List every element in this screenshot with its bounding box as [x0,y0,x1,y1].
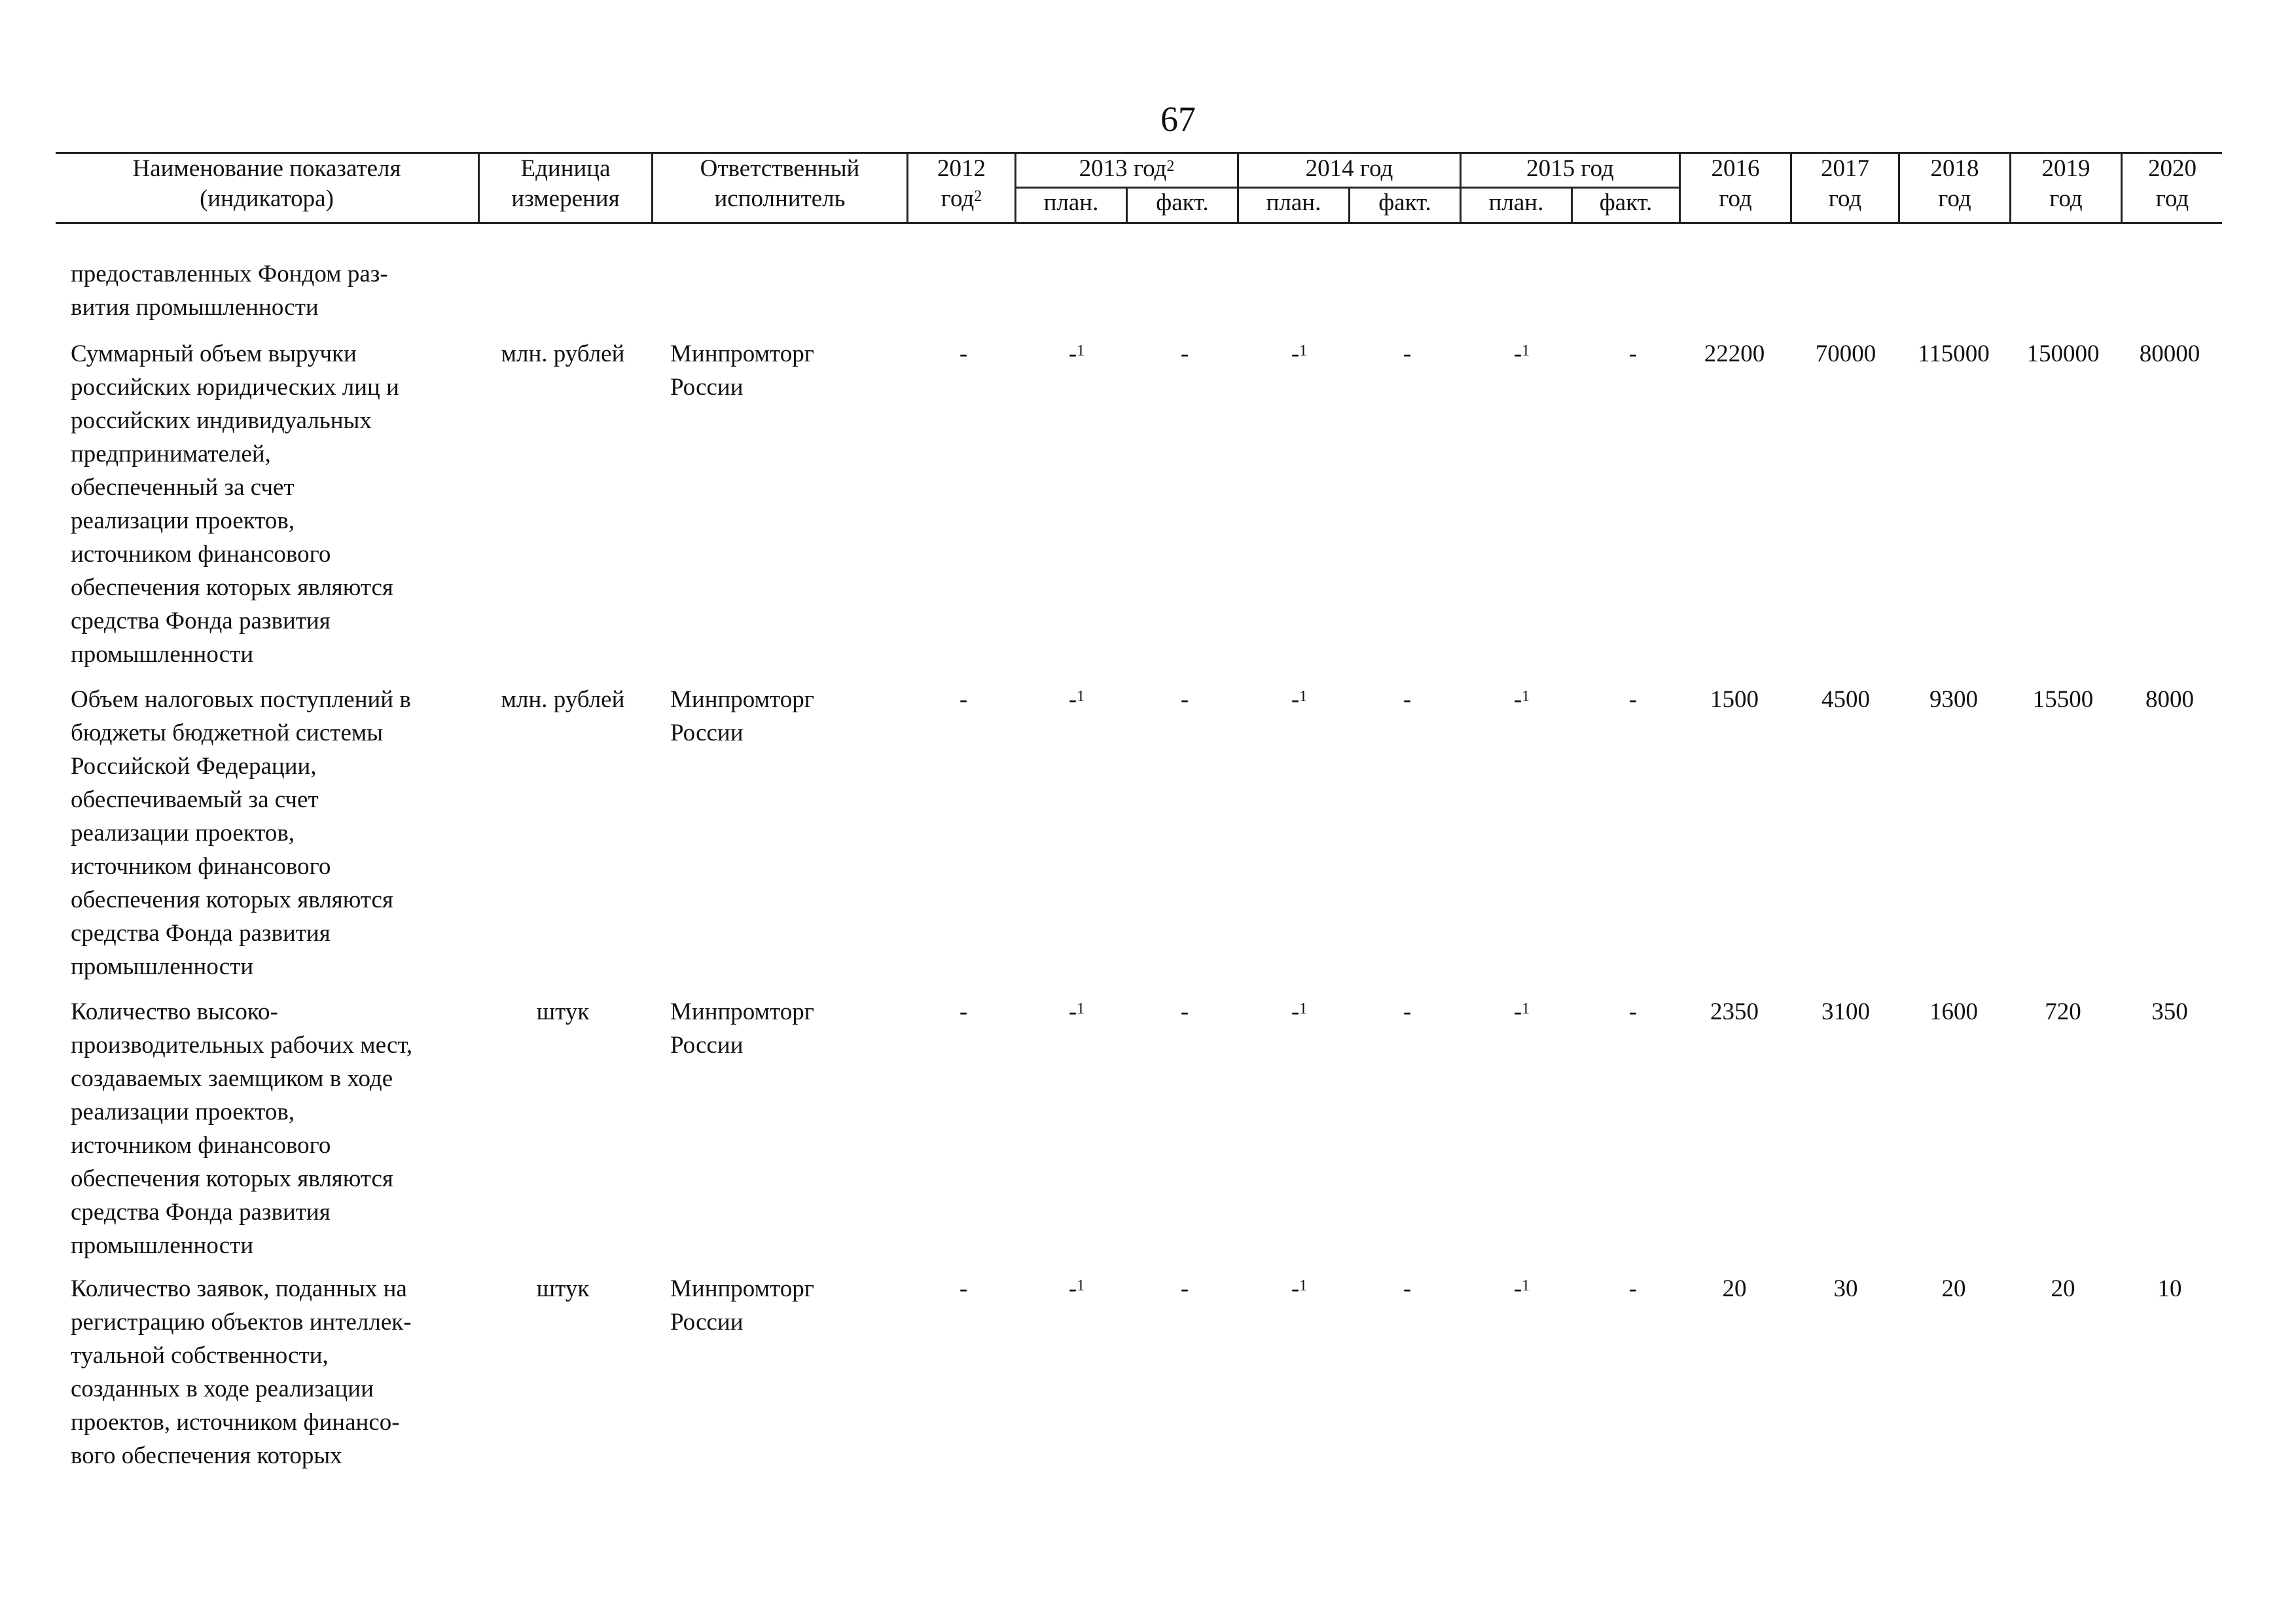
indicator-name: предоставленных Фондом раз- вития промышленности [71,261,388,321]
value-2016: 20 [1722,1275,1747,1302]
value-2020: 8000 [2145,686,2194,713]
value-2019: 20 [2051,1275,2075,1302]
value-2018: 9300 [1929,686,1978,713]
header-2014-plan: план. [1266,189,1321,216]
unit: млн. рублей [501,340,625,367]
value-2014-plan: -$^1$ [1291,998,1308,1025]
value-2015-plan: -$^1$ [1513,686,1530,713]
header-2019: 2019 год [2041,155,2090,212]
header-name: Наименование показателя (индикатора) [132,155,401,212]
value-2019: 15500 [2032,686,2094,713]
value-2015-fact: - [1628,340,1638,367]
value-2013-fact: - [1180,998,1189,1025]
header-2014-fact: факт. [1378,189,1431,216]
executor: Минпромторг России [670,1275,814,1336]
page-number: 67 [1160,100,1196,139]
value-2016: 1500 [1710,686,1759,713]
header-2018: 2018 год [1930,155,1979,212]
header-2015: 2015 год [1526,155,1614,182]
value-2019: 720 [2045,998,2081,1025]
table-header [56,152,2222,224]
executor: Минпромторг России [670,340,814,401]
value-2012: - [959,340,968,367]
value-2013-plan: -$^1$ [1068,686,1085,713]
header-2014: 2014 год [1305,155,1393,182]
header-2012: 2012 год$^2$ [937,155,986,212]
value-2018: 20 [1941,1275,1966,1302]
value-2018: 115000 [1918,340,1990,367]
indicator-name: Количество высоко- производительных рабочих мест, создаваемых заемщиком в ходе реализации проектов, источником финансового обеспечения которых являются средства Фонда развития промышленности [71,998,413,1259]
executor: Минпромторг России [670,686,814,746]
value-2014-plan: -$^1$ [1291,1275,1308,1302]
value-2013-plan: -$^1$ [1068,340,1085,367]
value-2013-fact: - [1180,1275,1189,1302]
value-2017: 70000 [1815,340,1876,367]
indicator-name: Суммарный объем выручки российских юридических лиц и российских индивидуальных предпринимателей, обеспеченный за счет реализации проектов, источником финансового обеспечения которых являются средства Фонда развития промышленности [71,340,399,668]
header-2013-fact: факт. [1156,189,1209,216]
executor: Минпромторг России [670,998,814,1059]
value-2020: 80000 [2139,340,2200,367]
header-2020: 2020 год [2148,155,2197,212]
header-executor: Ответственный исполнитель [700,155,860,212]
value-2014-fact: - [1403,340,1412,367]
indicator-name: Объем налоговых поступлений в бюджеты бюджетной системы Российской Федерации, обеспечиваемый за счет реализации проектов, источником финансового обеспечения которых являются средства Фонда развития промышленности [71,686,411,980]
value-2014-fact: - [1403,1275,1412,1302]
value-2015-fact: - [1628,686,1638,713]
unit: штук [536,1275,590,1302]
value-2017: 3100 [1821,998,1870,1025]
value-2015-fact: - [1628,1275,1638,1302]
value-2014-fact: - [1403,998,1412,1025]
header-2013-plan: план. [1043,189,1099,216]
value-2020: 10 [2157,1275,2182,1302]
value-2015-plan: -$^1$ [1513,340,1530,367]
value-2017: 4500 [1821,686,1870,713]
value-2020: 350 [2151,998,2188,1025]
header-2013: 2013 год$^2$ [1079,155,1175,182]
value-2012: - [959,998,968,1025]
value-2014-fact: - [1403,686,1412,713]
value-2015-fact: - [1628,998,1638,1025]
value-2013-plan: -$^1$ [1068,998,1085,1025]
value-2015-plan: -$^1$ [1513,998,1530,1025]
value-2017: 30 [1833,1275,1858,1302]
unit: млн. рублей [501,686,625,713]
value-2019: 150000 [2026,340,2100,367]
header-2015-plan: план. [1488,189,1544,216]
value-2016: 2350 [1710,998,1759,1025]
unit: штук [536,998,590,1025]
value-2014-plan: -$^1$ [1291,340,1308,367]
header-2016: 2016 год [1711,155,1760,212]
value-2016: 22200 [1704,340,1765,367]
header-unit: Единица измерения [511,155,620,212]
value-2012: - [959,686,968,713]
header-2017: 2017 год [1821,155,1869,212]
value-2013-fact: - [1180,686,1189,713]
header-2015-fact: факт. [1599,189,1653,216]
indicator-name: Количество заявок, поданных на регистрацию объектов интеллек- туальной собственности, созданных в ходе реализации проектов, источником финансо- вого обеспечения которых [71,1275,412,1469]
value-2015-plan: -$^1$ [1513,1275,1530,1302]
value-2013-plan: -$^1$ [1068,1275,1085,1302]
value-2018: 1600 [1929,998,1978,1025]
value-2014-plan: -$^1$ [1291,686,1308,713]
value-2012: - [959,1275,968,1302]
value-2013-fact: - [1180,340,1189,367]
